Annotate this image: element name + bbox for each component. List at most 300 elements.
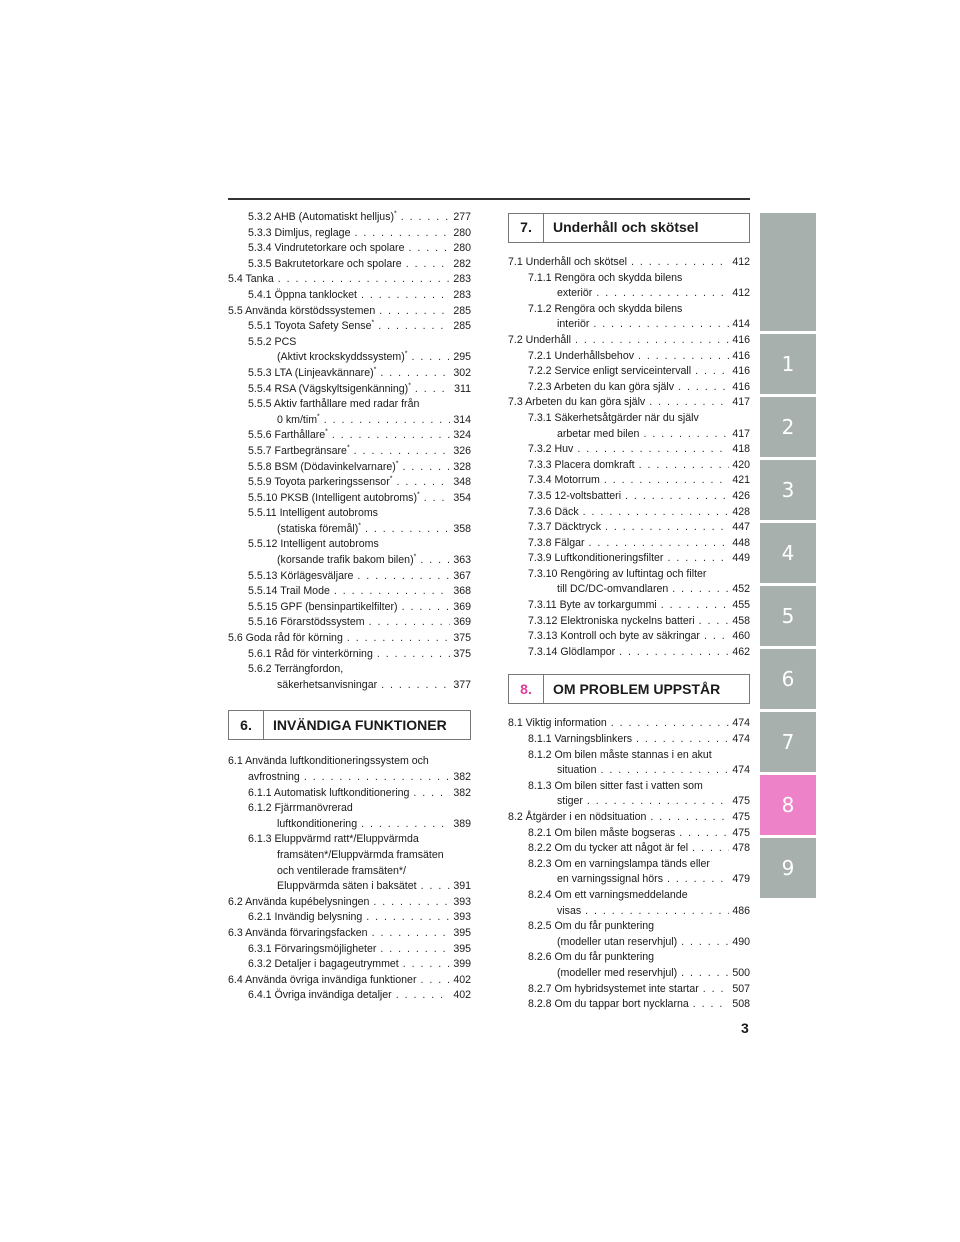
- toc-entry-title: 6.1.1 Automatisk luftkonditionering: [248, 786, 410, 799]
- leader-dots: [700, 629, 729, 645]
- toc-entry[interactable]: [228, 569, 471, 585]
- toc-entry-title: 5.5.2 PCS: [248, 335, 297, 348]
- toc-entry-title: 7.3.3 Placera domkraft: [528, 458, 635, 471]
- toc-entry[interactable]: [508, 567, 750, 598]
- toc-entry[interactable]: [508, 536, 750, 552]
- toc-entry[interactable]: [228, 319, 471, 335]
- toc-entry-continuation: till DC/DC-omvandlaren: [557, 583, 669, 596]
- toc-entry[interactable]: [508, 442, 750, 458]
- toc-entry[interactable]: [228, 973, 471, 989]
- toc-page-number: 402: [453, 989, 471, 1002]
- toc-page-number: 393: [453, 911, 471, 924]
- toc-entry-title: 6.2 Använda kupébelysningen: [228, 895, 370, 908]
- toc-entry[interactable]: [508, 748, 750, 779]
- leader-dots: [362, 910, 450, 926]
- toc-entry[interactable]: [508, 888, 750, 919]
- toc-page-number: 389: [453, 817, 471, 830]
- toc-entry[interactable]: [508, 857, 750, 888]
- toc-entry[interactable]: [508, 779, 750, 810]
- toc-entry[interactable]: [508, 489, 750, 505]
- toc-entry-continuation: situation: [557, 764, 597, 777]
- toc-entry-title: 7.3.4 Motorrum: [528, 474, 600, 487]
- toc-page-number: 412: [732, 256, 750, 268]
- toc-entry[interactable]: [228, 475, 471, 491]
- leader-dots: [646, 810, 729, 826]
- toc-entry[interactable]: [228, 910, 471, 926]
- leader-dots: [416, 973, 450, 989]
- leader-dots: [600, 473, 729, 489]
- toc-entry[interactable]: [508, 551, 750, 567]
- toc-entry-title: 6.3 Använda förvaringsfacken: [228, 926, 368, 939]
- leader-dots: [634, 349, 729, 365]
- toc-entry[interactable]: [228, 272, 471, 288]
- leader-dots: [657, 598, 730, 614]
- toc-entry[interactable]: [228, 895, 471, 911]
- toc-page-number: 508: [732, 998, 750, 1011]
- toc-entry[interactable]: [228, 366, 471, 382]
- leader-dots: [417, 879, 451, 895]
- leader-dots: [392, 988, 451, 1004]
- toc-entry-title: 8.2.8 Om du tappar bort nycklarna: [528, 998, 689, 1011]
- toc-page-number: 377: [453, 678, 471, 691]
- toc-entry-title: 8.2.7 Om hybridsystemet inte startar: [528, 982, 699, 995]
- toc-page-number: 367: [453, 569, 471, 582]
- toc-page-number: 280: [453, 226, 471, 239]
- toc-entry-continuation: avfrostning: [248, 771, 300, 783]
- toc-entry-title: 8.1 Viktig information: [508, 717, 607, 730]
- leader-dots: [350, 226, 450, 242]
- toc-entry-title: 5.5.12 Intelligent autobroms: [248, 538, 379, 551]
- toc-entry[interactable]: [228, 288, 471, 304]
- leader-dots: [409, 786, 450, 802]
- toc-entry[interactable]: [508, 629, 750, 645]
- chapter-tab-9[interactable]: 9: [760, 838, 816, 898]
- toc-entry[interactable]: [228, 257, 471, 273]
- leader-dots: [402, 257, 451, 273]
- toc-entry[interactable]: [228, 537, 471, 568]
- chapter-tab-8[interactable]: 8: [760, 775, 816, 835]
- toc-entry[interactable]: [228, 754, 471, 785]
- toc-entry[interactable]: [228, 241, 471, 257]
- toc-entry-continuation: en varningssignal hörs: [557, 873, 663, 886]
- toc-entry[interactable]: [228, 942, 471, 958]
- toc-entry-title: 5.4 Tanka: [228, 273, 274, 286]
- leader-dots: [675, 826, 729, 842]
- toc-entry-title: 5.3.4 Vindrutetorkare och spolare: [248, 242, 405, 255]
- leader-dots: [615, 645, 729, 661]
- toc-entry-title: 7.3.7 Däcktryck: [528, 521, 602, 534]
- toc-page-number: 402: [453, 973, 471, 986]
- toc-entry[interactable]: [228, 615, 471, 631]
- toc-page-number: 420: [732, 458, 750, 471]
- leader-dots: [677, 935, 729, 951]
- leader-dots: [376, 366, 450, 382]
- leader-dots: [663, 872, 729, 888]
- chapter-tab-2[interactable]: 2: [760, 397, 816, 457]
- toc-entry-continuation: visas: [557, 904, 582, 917]
- leader-dots: [571, 333, 729, 349]
- toc-entry[interactable]: [508, 473, 750, 489]
- toc-entry[interactable]: [508, 810, 750, 826]
- toc-entry[interactable]: [508, 349, 750, 365]
- toc-entry-title: 8.2.1 Om bilen måste bogseras: [528, 826, 676, 839]
- leader-dots: [374, 319, 450, 335]
- leader-dots: [621, 489, 729, 505]
- toc-entry-title: 6.3.1 Förvaringsmöjligheter: [248, 942, 377, 955]
- toc-page-number: 449: [732, 552, 750, 565]
- leader-dots: [416, 553, 450, 569]
- toc-entry[interactable]: [508, 411, 750, 442]
- toc-entry-title: 6.1.2 Fjärrmanövrerad: [248, 802, 353, 815]
- leader-dots: [300, 770, 450, 786]
- toc-entry[interactable]: [228, 631, 471, 647]
- chapter-tab-1[interactable]: 1: [760, 334, 816, 394]
- leader-dots: [632, 732, 729, 748]
- toc-page-number: 416: [732, 380, 750, 393]
- chapter-tab-6[interactable]: 6: [760, 649, 816, 709]
- toc-page-number: 395: [453, 942, 471, 955]
- toc-page-number: 302: [453, 366, 471, 379]
- toc-page-number: 417: [732, 396, 750, 409]
- toc-entry-title: 6.2.1 Invändig belysning: [248, 911, 363, 924]
- chapter-number: 7.: [509, 214, 544, 242]
- toc-entry-title: 5.5.11 Intelligent autobroms: [248, 507, 378, 520]
- toc-entry-title: 6.1.3 Eluppvärmd ratt*/Eluppvärmda: [248, 833, 419, 846]
- toc-right-column: [508, 213, 750, 1013]
- leader-dots: [668, 582, 729, 598]
- toc-entry-title: 5.5.4 RSA (Vägskyltsigenkänning)*: [248, 382, 411, 395]
- toc-page-number: 395: [453, 926, 471, 939]
- leader-dots: [404, 241, 450, 257]
- toc-entry[interactable]: [228, 335, 471, 366]
- toc-page-number: 490: [732, 935, 750, 948]
- leader-dots: [688, 841, 729, 857]
- leader-dots: [635, 458, 730, 474]
- toc-entry-continuation: (modeller med reservhjul): [557, 966, 678, 979]
- toc-entry-title: 7.2.3 Arbeten du kan göra själv: [528, 380, 675, 393]
- chapter-tab-strip: [760, 213, 816, 901]
- toc-page-number: 358: [453, 522, 471, 535]
- leader-dots: [399, 957, 451, 973]
- chapter-number: 6.: [229, 711, 264, 739]
- toc-entry-title: 5.5.8 BSM (Dödavinkelvarnare)*: [248, 459, 399, 473]
- toc-entry-title: 6.4 Använda övriga invändiga funktioner: [228, 973, 417, 986]
- toc-entry-title: 8.1.2 Om bilen måste stannas i en akut: [528, 748, 712, 761]
- leader-dots: [357, 288, 450, 304]
- toc-entry-title: 6.4.1 Övriga invändiga detaljer: [248, 989, 392, 1002]
- toc-entry-continuation: säkerhetsanvisningar: [277, 678, 378, 691]
- toc-entry-title: 5.6.2 Terrängfordon,: [248, 663, 344, 676]
- chapter-tab-3[interactable]: 3: [760, 460, 816, 520]
- leader-dots: [689, 997, 730, 1013]
- chapter-title: Underhåll och skötsel: [553, 219, 699, 236]
- toc-entry[interactable]: [508, 380, 750, 396]
- leader-dots: [581, 904, 729, 920]
- chapter-8-heading[interactable]: [508, 674, 750, 704]
- toc-page-number: 283: [453, 273, 471, 286]
- toc-entry-title: 5.3.5 Bakrutetorkare och spolare: [248, 257, 402, 270]
- toc-entry[interactable]: [508, 458, 750, 474]
- leader-dots: [350, 444, 451, 460]
- toc-entry-title: 6.1 Använda luftkonditioneringssystem och: [228, 755, 429, 768]
- toc-page-number: 283: [453, 288, 471, 301]
- toc-entry[interactable]: [508, 364, 750, 380]
- toc-page-number: 326: [453, 444, 471, 457]
- toc-page-number: 277: [453, 211, 471, 223]
- toc-entry-title: 8.2.3 Om en varningslampa tänds eller: [528, 857, 710, 870]
- toc-entry[interactable]: [228, 444, 471, 460]
- toc-page-number: 474: [732, 733, 750, 746]
- toc-entry-title: 5.3.2 AHB (Automatiskt helljus)*: [248, 210, 397, 223]
- leader-dots: [407, 350, 450, 366]
- toc-entry-continuation: 0 km/tim*: [277, 413, 320, 426]
- toc-entry-title: 7.2.2 Service enligt serviceintervall: [528, 365, 692, 378]
- toc-page-number: 314: [453, 413, 471, 426]
- toc-page-number: 475: [732, 826, 750, 839]
- toc-page-number: 447: [732, 521, 750, 534]
- leader-dots: [411, 382, 451, 398]
- leader-dots: [607, 716, 730, 732]
- toc-entry-title: 7.3.10 Rengöring av luftintag och filter: [528, 567, 707, 580]
- leader-dots: [663, 551, 729, 567]
- toc-entry-title: 8.2.4 Om ett varningsmeddelande: [528, 888, 688, 901]
- chapter-number: 8.: [509, 675, 544, 703]
- toc-entry-title: 7.1.1 Rengöra och skydda bilens: [528, 271, 683, 284]
- toc-entry[interactable]: [508, 505, 750, 521]
- chapter-tab-blank[interactable]: [760, 213, 816, 331]
- leader-dots: [368, 926, 451, 942]
- toc-page-number: 295: [453, 351, 471, 364]
- toc-entry[interactable]: [508, 395, 750, 411]
- toc-entry[interactable]: [228, 397, 471, 428]
- toc-page-number: 416: [732, 333, 750, 346]
- toc-entry[interactable]: [228, 662, 471, 693]
- toc-page-number: 311: [454, 382, 471, 395]
- toc-page-number: 285: [453, 304, 471, 317]
- toc-page-number: 328: [453, 460, 471, 473]
- toc-page-number: 452: [732, 583, 750, 596]
- toc-entry-title: 5.5.5 Aktiv farthållare med radar från: [248, 398, 420, 411]
- toc-entry-continuation: (Aktivt krockskyddssystem)*: [277, 350, 408, 364]
- leader-dots: [343, 631, 450, 647]
- toc-entry[interactable]: [228, 304, 471, 320]
- toc-entry[interactable]: [508, 598, 750, 614]
- toc-page-number: 418: [732, 443, 750, 456]
- toc-entry[interactable]: [508, 255, 750, 271]
- toc-entry-title: 7.3.12 Elektroniska nyckelns batteri: [528, 614, 695, 627]
- toc-page-number: 324: [453, 429, 471, 442]
- toc-entry-title: 7.3.14 Glödlampor: [528, 645, 616, 658]
- toc-entry[interactable]: [508, 732, 750, 748]
- toc-entry-continuation: (modeller utan reservhjul): [557, 935, 678, 948]
- toc-entry-title: 8.1.3 Om bilen sitter fast i vatten som: [528, 779, 703, 792]
- page-number: 3: [741, 1020, 749, 1036]
- leader-dots: [399, 460, 451, 476]
- toc-entry-title: 8.1.1 Varningsblinkers: [528, 733, 633, 746]
- chapter-title: INVÄNDIGA FUNKTIONER: [273, 716, 447, 733]
- toc-entry-title: 5.3.3 Dimljus, reglage: [248, 226, 351, 239]
- toc-page-number: 417: [732, 427, 750, 440]
- toc-entry[interactable]: [228, 210, 471, 226]
- toc-entry[interactable]: [508, 997, 750, 1013]
- toc-entry[interactable]: [228, 382, 471, 398]
- leader-dots: [596, 763, 729, 779]
- toc-page-number: 399: [453, 958, 471, 971]
- toc-entry[interactable]: [508, 614, 750, 630]
- toc-entry-title: 5.5.7 Fartbegränsare*: [248, 444, 350, 457]
- toc-entry[interactable]: [228, 926, 471, 942]
- toc-page-number: 475: [732, 811, 750, 823]
- toc-entry-title: 8.2.2 Om du tycker att något är fel: [528, 842, 689, 855]
- toc-entry[interactable]: [508, 716, 750, 732]
- toc-entry-continuation: Eluppvärmda säten i baksätet: [277, 880, 417, 893]
- leader-dots: [398, 600, 451, 616]
- toc-entry-title: 7.3.11 Byte av torkargummi: [528, 599, 657, 612]
- leader-dots: [639, 427, 729, 443]
- chapter-tab-5[interactable]: 5: [760, 586, 816, 646]
- toc-page-number: 382: [453, 786, 471, 799]
- chapter-7-heading[interactable]: [508, 213, 750, 243]
- toc-entry-title: 5.5.16 Förarstödssystem: [248, 616, 365, 629]
- toc-page-number: 368: [453, 585, 471, 598]
- toc-entry-continuation: arbetar med bilen: [557, 427, 640, 440]
- toc-entry[interactable]: [228, 600, 471, 616]
- leader-dots: [691, 364, 729, 380]
- toc-entry-continuation: (korsande trafik bakom bilen)*: [277, 553, 417, 567]
- toc-page-number: 462: [732, 645, 750, 658]
- leader-dots: [677, 966, 729, 982]
- leader-dots: [573, 442, 729, 458]
- leader-dots: [330, 584, 450, 600]
- toc-entry-title: 7.1 Underhåll och skötsel: [508, 256, 627, 268]
- toc-entry[interactable]: [508, 982, 750, 998]
- toc-entry-title: 5.5.15 GPF (bensinpartikelfilter): [248, 600, 398, 613]
- toc-entry[interactable]: [508, 950, 750, 981]
- toc-left-column: [228, 210, 471, 1004]
- toc-entry-title: 7.3.13 Kontroll och byte av säkringar: [528, 630, 700, 643]
- toc-entry-title: 5.5.10 PKSB (Intelligent autobroms)*: [248, 491, 420, 504]
- chapter-tab-4[interactable]: 4: [760, 523, 816, 583]
- toc-page-number: 479: [732, 873, 750, 886]
- toc-entry-title: 7.1.2 Rengöra och skydda bilens: [528, 302, 683, 315]
- toc-entry[interactable]: [508, 841, 750, 857]
- toc-entry-title: 8.2.5 Om du får punktering: [528, 920, 655, 933]
- leader-dots: [645, 395, 729, 411]
- toc-entry-title: 7.3.9 Luftkonditioneringsfilter: [528, 552, 664, 565]
- toc-entry[interactable]: [508, 645, 750, 661]
- toc-entry[interactable]: [228, 491, 471, 507]
- leader-dots: [375, 304, 450, 320]
- toc-page-number: 458: [732, 614, 750, 627]
- toc-entry[interactable]: [228, 647, 471, 663]
- toc-entry-continuation: interiör: [557, 318, 590, 331]
- toc-entry[interactable]: [228, 988, 471, 1004]
- toc-entry-title: 5.4.1 Öppna tanklocket: [248, 288, 357, 301]
- top-rule: [228, 198, 750, 200]
- toc-page-number: 416: [732, 349, 750, 362]
- leader-dots: [589, 317, 729, 333]
- chapter-title: OM PROBLEM UPPSTÅR: [553, 680, 721, 697]
- toc-entry-title: 5.5.3 LTA (Linjeavkännare)*: [248, 366, 377, 379]
- leader-dots: [392, 475, 450, 491]
- toc-page-number: 285: [453, 320, 471, 333]
- leader-dots: [592, 286, 729, 302]
- leader-dots: [420, 491, 451, 507]
- toc-entry[interactable]: [228, 226, 471, 242]
- toc-page-number: 507: [732, 982, 750, 995]
- toc-page-number: 428: [732, 505, 750, 518]
- toc-entry-title: 7.3 Arbeten du kan göra själv: [508, 396, 646, 409]
- toc-entry[interactable]: [228, 832, 471, 894]
- leader-dots: [353, 569, 450, 585]
- toc-entry[interactable]: [228, 428, 471, 444]
- toc-entry[interactable]: [228, 584, 471, 600]
- toc-entry[interactable]: [508, 302, 750, 333]
- toc-entry-continuation: exteriör: [557, 287, 593, 300]
- toc-entry[interactable]: [508, 520, 750, 536]
- toc-entry-title: 5.6 Goda råd för körning: [228, 632, 343, 645]
- leader-dots: [377, 678, 450, 694]
- toc-entry[interactable]: [508, 333, 750, 349]
- toc-entry-title: 5.5.9 Toyota parkeringssensor*: [248, 475, 393, 489]
- leader-dots: [674, 380, 729, 396]
- leader-dots: [627, 255, 729, 271]
- leader-dots: [579, 505, 730, 521]
- toc-page-number: 455: [732, 599, 750, 612]
- toc-page-number: 500: [732, 966, 750, 979]
- toc-entry-continuation: framsäten*/Eluppvärmda framsäten: [277, 848, 444, 861]
- toc-entry[interactable]: [228, 801, 471, 832]
- toc-page-number: 474: [732, 717, 750, 730]
- toc-entry-title: 8.2.6 Om du får punktering: [528, 951, 655, 964]
- toc-entry-title: 7.3.5 12-voltsbatteri: [528, 489, 622, 502]
- toc-page-number: 393: [453, 895, 471, 908]
- toc-page-number: 282: [453, 257, 471, 270]
- toc-entry-title: 5.5 Använda körstödssystemen: [228, 304, 376, 317]
- toc-entry-title: 8.2 Åtgärder i en nödsituation: [508, 811, 647, 823]
- leader-dots: [357, 817, 450, 833]
- toc-entry-title: 7.3.8 Fälgar: [528, 536, 585, 549]
- toc-entry[interactable]: [508, 271, 750, 302]
- leader-dots: [376, 942, 450, 958]
- toc-entry-title: 5.6.1 Råd för vinterkörning: [248, 647, 373, 660]
- leader-dots: [274, 272, 451, 288]
- toc-entry[interactable]: [228, 786, 471, 802]
- toc-page-number: 414: [732, 318, 750, 331]
- leader-dots: [369, 895, 450, 911]
- toc-entry[interactable]: [228, 460, 471, 476]
- toc-page-number: 416: [732, 365, 750, 378]
- chapter-tab-7[interactable]: 7: [760, 712, 816, 772]
- toc-entry-title: 5.5.1 Toyota Safety Sense*: [248, 319, 375, 333]
- toc-entry[interactable]: [228, 506, 471, 537]
- toc-page-number: 363: [453, 554, 471, 567]
- toc-entry-continuation: stiger: [557, 795, 583, 808]
- toc-entry-title: 7.3.2 Huv: [528, 443, 574, 456]
- toc-entry-title: 7.3.6 Däck: [528, 505, 579, 518]
- toc-entry[interactable]: [508, 919, 750, 950]
- toc-entry[interactable]: [228, 957, 471, 973]
- toc-page-number: 478: [732, 842, 750, 855]
- toc-entry-continuation: luftkonditionering: [277, 817, 358, 830]
- toc-entry-title: 7.2.1 Underhållsbehov: [528, 349, 635, 362]
- leader-dots: [397, 210, 451, 226]
- toc-page-number: 475: [732, 795, 750, 808]
- chapter-6-heading[interactable]: [228, 710, 471, 740]
- leader-dots: [699, 982, 730, 998]
- toc-page-number: 474: [732, 764, 750, 777]
- toc-entry[interactable]: [508, 826, 750, 842]
